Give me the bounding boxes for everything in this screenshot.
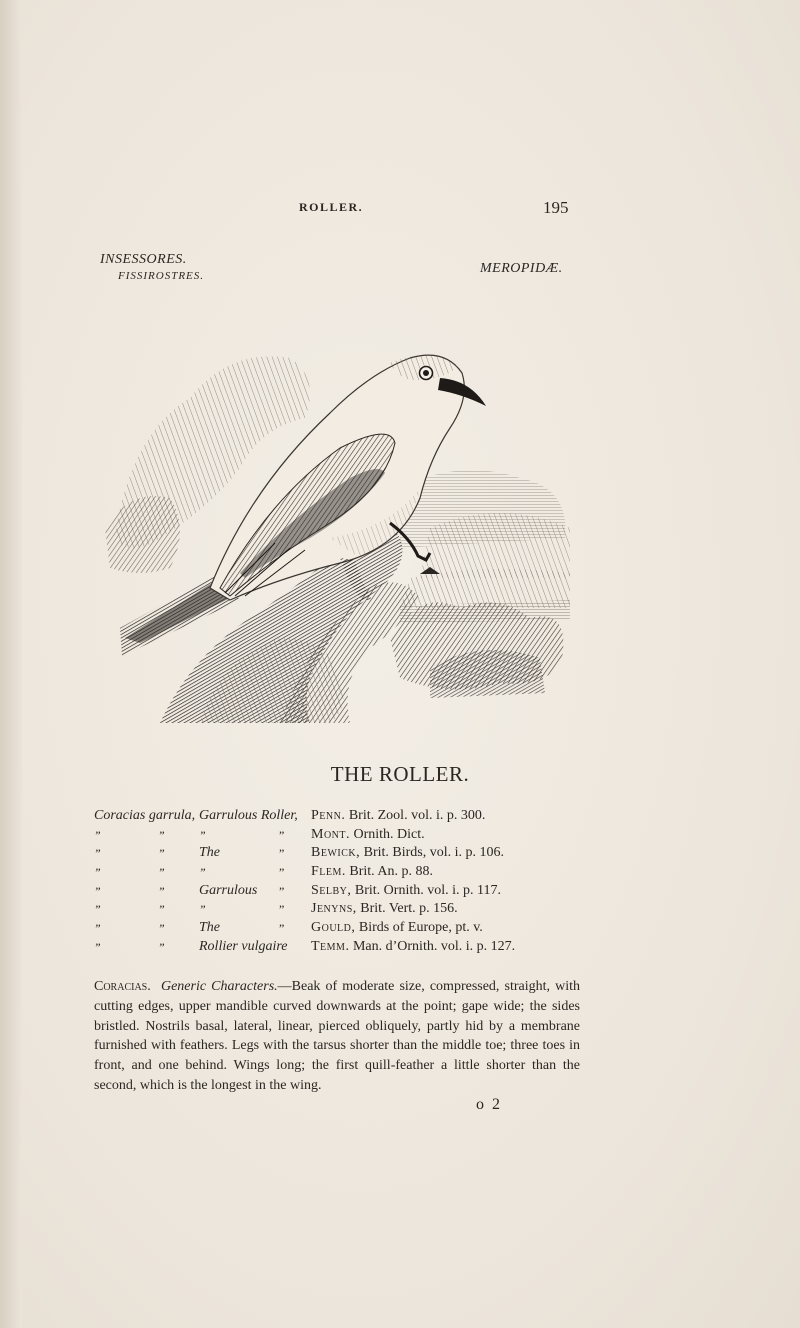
- reference-author: Temm.: [311, 938, 350, 954]
- synonym-name: Rollier vulgaire: [199, 938, 288, 954]
- reference-citation: Birds of Europe, pt. v.: [355, 920, 483, 936]
- synonym-genus: ”: [94, 939, 102, 954]
- synonym-ditto-2: ”: [279, 921, 286, 936]
- synonym-ditto: ”: [158, 902, 166, 917]
- synonym-name: ”: [199, 827, 207, 842]
- synonym-genus: ”: [94, 902, 102, 917]
- reference-author: Jenyns,: [311, 901, 357, 917]
- synonymy-reference: [311, 900, 458, 919]
- reference-citation: Ornith. Dict.: [350, 826, 425, 842]
- family-label: MEROPIDÆ.: [480, 261, 563, 276]
- reference-author: Penn.: [311, 808, 346, 823]
- reference-citation: Brit. Zool. vol. i. p. 300.: [345, 808, 486, 823]
- reference-citation: Brit. Birds, vol. i. p. 106.: [360, 845, 505, 861]
- signature-mark: o 2: [476, 1096, 502, 1113]
- page-number: 195: [543, 198, 569, 217]
- synonymy-reference: [311, 919, 483, 938]
- synonym-ditto: ”: [158, 883, 166, 898]
- synonymy-reference: [311, 863, 433, 882]
- synonym-name: Garrulous Roller,: [199, 808, 298, 823]
- running-head: [0, 198, 800, 228]
- synonym-name: Garrulous: [199, 882, 258, 898]
- synonym-genus: Coracias garrula,: [94, 808, 196, 823]
- synonymy-reference: [311, 844, 504, 863]
- reference-author: Gould,: [311, 920, 356, 936]
- synonymy-row: [94, 863, 594, 882]
- roller-engraving-illustration: [100, 338, 575, 723]
- genus-name: Coracias.: [94, 979, 151, 994]
- generic-characters-text: —Beak of moderate size, compressed, straight, with cutting edges, upper mandible curved downwards at the point; gape wide; the sides bristled. Nostrils basal, lateral, linear, pierced obliquely, partly hid by a membrane furnished with feathers. Legs with the tarsus shorter than the middle toe; three toes in front, and one behind. Wings long; the first quill-feather a little shorter than the second, which is the longest in the wing.: [94, 979, 581, 1093]
- synonymy-reference: [311, 882, 501, 901]
- reference-author: Mont.: [311, 826, 350, 842]
- synonym-ditto: ”: [158, 939, 166, 954]
- synonym-ditto-2: ”: [279, 827, 286, 842]
- synonymy-row: [94, 919, 594, 938]
- synonymy-reference: [311, 826, 425, 845]
- reference-citation: Brit. Vert. p. 156.: [356, 901, 458, 917]
- tribe-label: FISSIROSTRES.: [118, 270, 205, 282]
- synonym-ditto: ”: [158, 827, 166, 842]
- synonymy-row: [94, 882, 594, 901]
- reference-author: Bewick,: [311, 845, 361, 861]
- synonym-name: ”: [199, 865, 207, 880]
- synonym-ditto-2: ”: [279, 883, 286, 898]
- reference-citation: Brit. Ornith. vol. i. p. 117.: [351, 882, 501, 898]
- synonym-name: ”: [199, 902, 207, 917]
- reference-author: Selby,: [311, 882, 352, 898]
- generic-characters-paragraph: [94, 977, 580, 1096]
- synonym-genus: ”: [94, 883, 102, 898]
- synonym-genus: ”: [94, 921, 102, 936]
- synonym-ditto-2: ”: [279, 865, 286, 880]
- synonym-ditto-2: ”: [279, 902, 286, 917]
- synonymy-reference: [311, 938, 515, 957]
- synonymy-row: [94, 826, 594, 845]
- reference-author: Flem.: [311, 864, 346, 880]
- synonym-ditto: ”: [158, 921, 166, 936]
- generic-characters-label: Generic Characters.: [160, 979, 278, 994]
- reference-citation: Man. d’Ornith. vol. i. p. 127.: [349, 938, 516, 954]
- synonym-name: The: [199, 920, 220, 936]
- species-heading: THE ROLLER.: [330, 762, 470, 786]
- synonym-genus: ”: [94, 827, 102, 842]
- synonym-name: The: [199, 845, 220, 861]
- synonym-genus: ”: [94, 846, 102, 861]
- synonymy-row: [94, 938, 594, 957]
- synonymy-row: [94, 900, 594, 919]
- reference-citation: Brit. An. p. 88.: [345, 864, 434, 880]
- synonymy-list: [94, 807, 594, 957]
- synonym-ditto: ”: [158, 865, 166, 880]
- order-label: INSESSORES.: [100, 252, 187, 267]
- synonym-genus: ”: [94, 865, 102, 880]
- synonym-ditto: ”: [158, 846, 166, 861]
- synonym-ditto-2: ”: [279, 846, 286, 861]
- synonymy-row: [94, 807, 594, 826]
- synonymy-reference: [311, 807, 485, 826]
- running-head-title: ROLLER.: [299, 200, 364, 214]
- synonymy-row: [94, 844, 594, 863]
